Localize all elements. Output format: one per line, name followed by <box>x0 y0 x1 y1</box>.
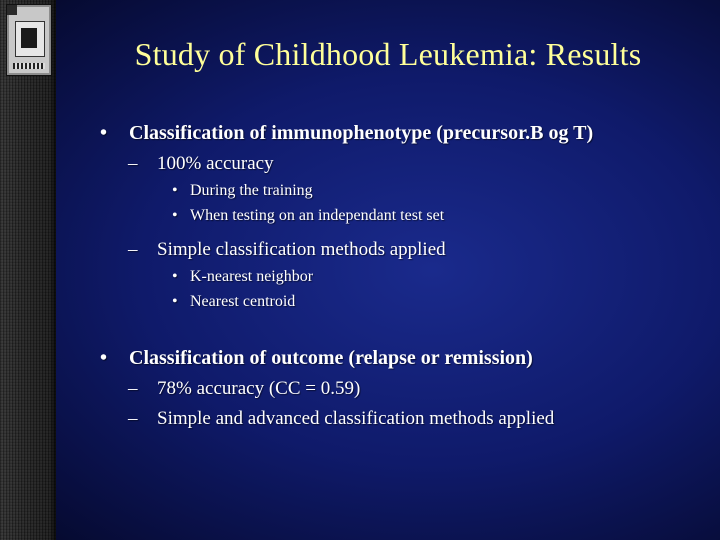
logo-chip-icon <box>6 4 52 76</box>
bullet-dot-icon: • <box>172 268 178 285</box>
bullet-text: Classification of outcome (relapse or remission) <box>129 347 533 369</box>
sub-sub-bullet-text: During the training <box>190 182 313 199</box>
logo-inner-square <box>15 21 45 57</box>
logo-corner-cut <box>7 5 17 15</box>
sub-bullet-accuracy <box>100 153 660 175</box>
slide-title: Study of Childhood Leukemia: Results <box>134 36 642 72</box>
sub-bullet-outcome-accuracy <box>100 378 660 400</box>
sub-bullet-text: Simple classification methods applied <box>157 239 446 260</box>
dash-icon: – <box>128 408 138 429</box>
bullet-dot-icon: • <box>172 182 178 199</box>
sub-sub-bullet-text: When testing on an independant test set <box>190 207 445 224</box>
left-decorative-strip <box>0 0 56 540</box>
bullet-immunophenotype <box>100 122 660 145</box>
sub-bullet-text: Simple and advanced classification methods applied <box>157 408 555 429</box>
bullet-dot-icon: • <box>100 122 108 144</box>
sub-bullet-text: 100% accuracy <box>157 153 274 174</box>
sub-sub-bullet-knn <box>100 268 660 286</box>
dash-icon: – <box>128 153 138 174</box>
bullet-dot-icon: • <box>100 347 108 369</box>
logo-stripe <box>13 63 45 69</box>
sub-sub-bullet-text: Nearest centroid <box>190 293 296 310</box>
bullet-dot-icon: • <box>172 293 178 310</box>
slide-content <box>100 122 660 430</box>
sub-sub-bullet-training <box>100 182 660 200</box>
bullet-text: Classification of immunophenotype (precursor.B og T) <box>129 122 594 144</box>
bullet-outcome <box>100 347 660 370</box>
sub-sub-bullet-centroid <box>100 293 660 311</box>
sub-sub-bullet-test-set <box>100 207 660 225</box>
sub-bullet-simple-methods <box>100 239 660 261</box>
sub-bullet-outcome-methods <box>100 408 660 430</box>
dash-icon: – <box>128 378 138 399</box>
bullet-dot-icon: • <box>172 207 178 224</box>
sub-bullet-text: 78% accuracy (CC = 0.59) <box>157 378 361 399</box>
sub-sub-bullet-text: K-nearest neighbor <box>190 268 314 285</box>
dash-icon: – <box>128 239 138 260</box>
